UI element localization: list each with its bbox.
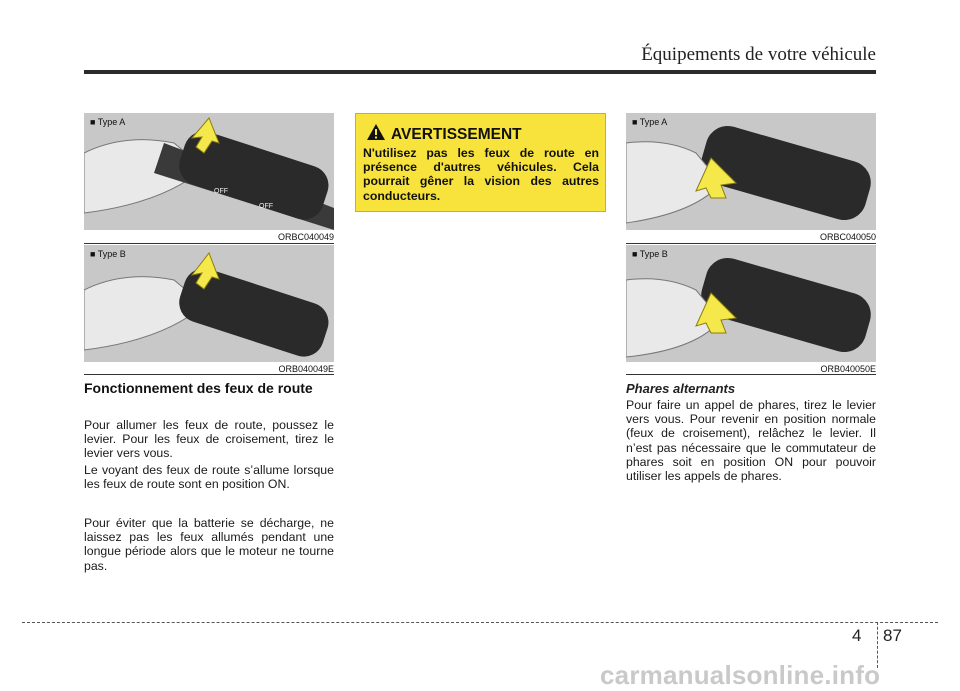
header-title: Équipements de votre véhicule	[641, 44, 876, 65]
figure-type-b-push	[84, 245, 334, 362]
paragraph: Pour allumer les feux de route, poussez le levier. Pour les feux de croisement, tirez le levier vers vous.	[84, 418, 334, 461]
warning-title: AVERTISSEMENT	[391, 126, 522, 143]
chapter-number: 4	[852, 626, 862, 645]
figure-tag: ■ Type B	[90, 249, 126, 259]
figure-code: ORB040050E	[820, 364, 876, 374]
figure-code: ORBC040049	[277, 232, 334, 242]
figure-type-a-pull	[626, 113, 876, 230]
lever-pull-illustration	[626, 245, 876, 362]
paragraph: Le voyant des feux de route s’allume lorsque les feux de route sont en position ON.	[84, 463, 334, 492]
figure-separator	[84, 243, 334, 244]
subheading: Phares alternants	[626, 381, 736, 396]
figure-tag: ■ Type A	[90, 117, 126, 127]
lever-pull-illustration	[626, 113, 876, 230]
svg-text:OFF: OFF	[214, 188, 228, 195]
paragraph: Pour faire un appel de phares, tirez le levier vers vous. Pour revenir en position normale (feux de croisement), relâchez le levier. Il n’est pas nécessaire que le commutateur de phares soit en position ON pour pouvoir utiliser les appels de phares.	[626, 398, 876, 484]
lever-push-illustration	[84, 113, 334, 230]
figure-code: ORB040049E	[278, 364, 334, 374]
page-number: 87	[883, 626, 902, 645]
figure-separator	[626, 374, 876, 375]
header-rule	[84, 70, 876, 74]
paragraph: Pour éviter que la batterie se décharge, ne laissez pas les feux allumés pendant une longue période alors que le moteur ne tourne pas.	[84, 516, 334, 573]
watermark: carmanualsonline.info	[600, 660, 881, 690]
figure-separator	[626, 243, 876, 244]
figure-code: ORBC040050	[819, 232, 876, 242]
figure-tag: ■ Type A	[632, 117, 668, 127]
svg-text:OFF: OFF	[259, 203, 273, 210]
warning-box	[355, 113, 606, 212]
figure-separator	[84, 374, 334, 375]
footer-rule	[22, 622, 938, 623]
lever-push-illustration	[84, 245, 334, 362]
section-heading: Fonctionnement des feux de route	[84, 380, 313, 396]
figure-type-b-pull	[626, 245, 876, 362]
warning-triangle-icon	[366, 123, 386, 141]
warning-text: N'utilisez pas les feux de route en présence d'autres véhicules. Cela pourrait gêner la vision des autres conducteurs.	[363, 146, 599, 203]
figure-tag: ■ Type B	[632, 249, 668, 259]
figure-type-a-push	[84, 113, 334, 230]
